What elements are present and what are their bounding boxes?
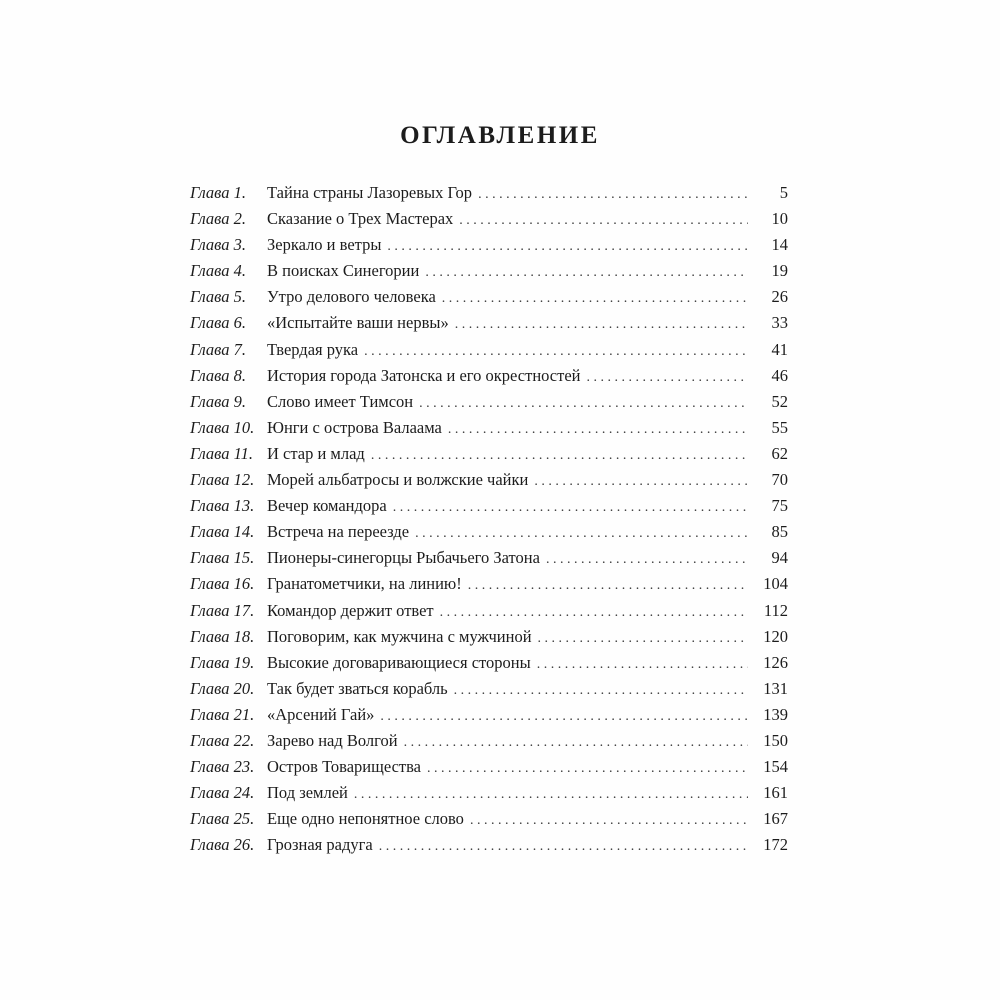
page-number: 139 [763,704,788,724]
toc-entry [190,676,788,702]
chapter-title: Гранатометчики, на линию! [267,574,462,594]
dot-leader [380,704,748,730]
chapter-number: Глава 20. [190,678,255,698]
toc-entry [190,832,788,858]
chapter-number: Глава 18. [190,626,255,646]
chapter-number: Глава 14. [190,522,255,542]
dot-leader [393,495,748,521]
chapter-title: Юнги с острова Валаама [267,417,442,437]
page-number: 154 [763,757,788,777]
page-number: 46 [771,365,788,385]
page-number: 62 [771,443,788,463]
chapter-number: Глава 6. [190,313,246,333]
chapter-number: Глава 17. [190,600,255,620]
dot-leader [478,182,748,208]
chapter-number: Глава 8. [190,365,246,385]
toc-entry [190,284,788,310]
page-number: 33 [771,313,788,333]
page-number: 131 [763,678,788,698]
dot-leader [440,600,748,626]
dot-leader [448,417,748,443]
page-number: 150 [763,730,788,750]
dot-leader [468,573,748,599]
chapter-number: Глава 21. [190,704,255,724]
chapter-number: Глава 15. [190,548,255,568]
chapter-title: Поговорим, как мужчина с мужчиной [267,626,532,646]
page-number: 26 [771,287,788,307]
toc-entry [190,258,788,284]
dot-leader [427,756,748,782]
page-number: 70 [771,470,788,490]
chapter-number: Глава 12. [190,470,255,490]
page-number: 172 [763,835,788,855]
toc-entry [190,389,788,415]
toc-entry [190,493,788,519]
page-number: 167 [763,809,788,829]
page-title: ОГЛАВЛЕНИЕ [400,122,600,149]
toc-entry [190,780,788,806]
dot-leader [454,678,748,704]
chapter-title: Остров Товарищества [267,757,422,777]
toc-entry [190,545,788,571]
chapter-title: Тайна страны Лазоревых Гор [267,183,473,202]
chapter-number: Глава 7. [190,339,246,359]
chapter-number: Глава 24. [190,783,255,803]
dot-leader [455,312,748,338]
dot-leader [387,234,748,260]
page-number: 104 [763,574,788,594]
dot-leader [354,782,748,808]
chapter-title: Зеркало и ветры [267,235,382,255]
chapter-title: Твердая рука [267,339,359,359]
toc-entry [190,206,788,232]
toc-entry [190,415,788,441]
chapter-title: Еще одно непонятное слово [267,809,464,829]
toc-entry [190,598,788,624]
chapter-title: Под землей [267,783,348,803]
chapter-number: Глава 1. [190,183,246,202]
chapter-title: История города Затонска и его окрестностей [267,365,581,385]
toc-entry [190,806,788,832]
dot-leader [534,469,748,495]
toc-entry [190,702,788,728]
chapter-title: Встреча на переезде [267,522,410,542]
dot-leader [364,339,748,365]
dot-leader [470,808,748,834]
dot-leader [587,365,749,391]
toc-entry [190,754,788,780]
page-number: 120 [763,626,788,646]
chapter-number: Глава 23. [190,757,255,777]
chapter-title: Командор держит ответ [267,600,434,620]
chapter-number: Глава 25. [190,809,255,829]
toc-entry [190,650,788,676]
page-number: 41 [771,339,788,359]
dot-leader [415,521,748,547]
toc-entry [190,519,788,545]
chapter-number: Глава 9. [190,391,246,411]
toc-entry [190,624,788,650]
chapter-title: Так будет зваться корабль [267,678,448,698]
dot-leader [404,730,748,756]
page-number: 55 [771,417,788,437]
page-number: 94 [771,548,788,568]
chapter-title: Вечер командора [267,496,387,516]
chapter-number: Глава 13. [190,496,255,516]
chapter-number: Глава 19. [190,652,255,672]
dot-leader [546,547,748,573]
toc-entry [190,467,788,493]
toc-entry [190,571,788,597]
chapter-number: Глава 3. [190,235,246,255]
dot-leader [371,443,748,469]
chapter-title: В поисках Синегории [267,261,420,281]
chapter-title: Зарево над Волгой [267,730,398,750]
chapter-title: Сказание о Трех Мастерах [267,209,454,229]
dot-leader [537,652,748,678]
dot-leader [379,834,748,860]
toc-entry [190,337,788,363]
page-number: 75 [771,496,788,516]
dot-leader [459,208,748,234]
chapter-title: Утро делового человека [267,287,436,307]
chapter-title: Пионеры-синегорцы Рыбачьего Затона [267,548,540,568]
chapter-number: Глава 11. [190,443,253,463]
chapter-number: Глава 2. [190,209,246,229]
chapter-title: Морей альбатросы и волжские чайки [267,470,529,490]
page-number: 10 [771,209,788,229]
chapter-number: Глава 26. [190,835,255,855]
chapter-title: «Испытайте ваши нервы» [267,313,449,333]
table-of-contents [190,180,788,858]
page-number: 112 [763,600,788,620]
toc-entry [190,232,788,258]
page-number: 126 [763,652,788,672]
chapter-title: И стар и млад [267,443,365,463]
dot-leader [425,260,748,286]
chapter-number: Глава 4. [190,261,246,281]
toc-entry [190,363,788,389]
toc-entry [190,310,788,336]
chapter-number: Глава 5. [190,287,246,307]
dot-leader [538,626,748,652]
toc-entry [190,441,788,467]
chapter-number: Глава 22. [190,730,255,750]
toc-entry [190,728,788,754]
page-number: 85 [771,522,788,542]
chapter-title: Высокие договаривающиеся стороны [267,652,531,672]
chapter-title: Слово имеет Тимсон [267,391,414,411]
chapter-number: Глава 10. [190,417,255,437]
page-number: 19 [771,261,788,281]
page-number: 52 [771,391,788,411]
chapter-number: Глава 16. [190,574,255,594]
chapter-title: «Арсений Гай» [267,704,375,724]
dot-leader [442,286,748,312]
page-number: 14 [771,235,788,255]
page-number: 5 [779,183,788,202]
chapter-title: Грозная радуга [267,835,373,855]
toc-entry [190,180,788,206]
dot-leader [419,391,748,417]
page-number: 161 [763,783,788,803]
